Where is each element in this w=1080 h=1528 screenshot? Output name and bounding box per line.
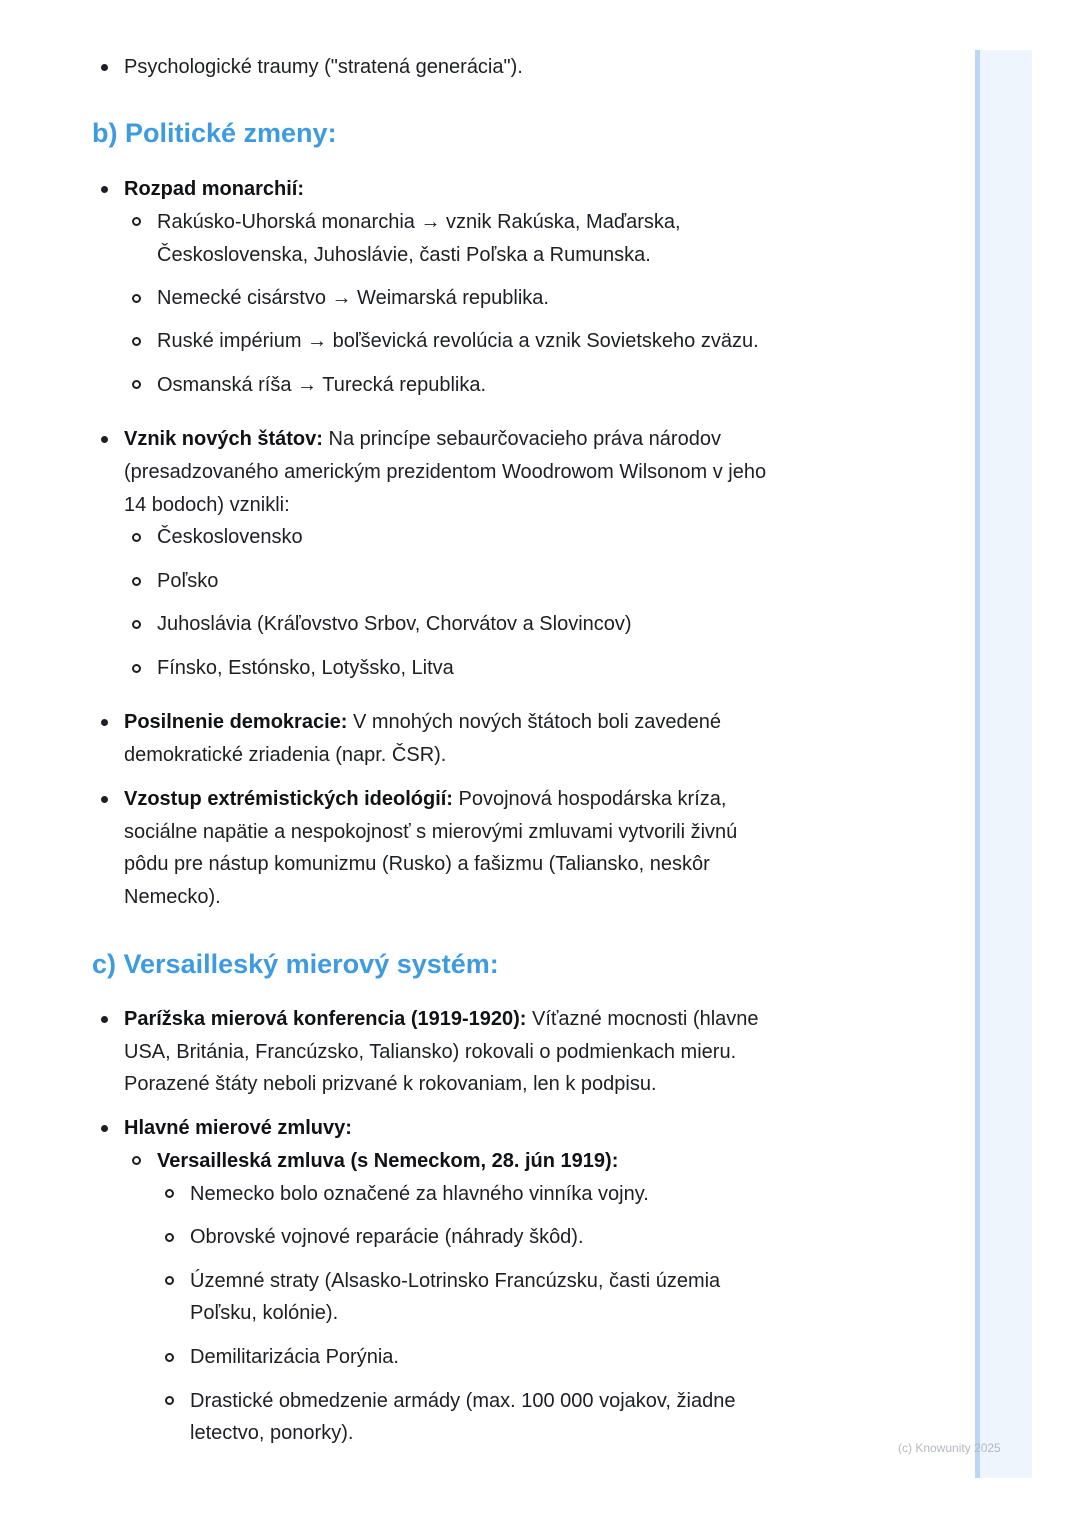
bullet-circle	[132, 620, 141, 629]
extremism-line-4: Nemecko).	[124, 886, 221, 908]
new-states-line-1: Vznik nových štátov: Na princípe sebaurčovacieho práva národov	[124, 428, 721, 450]
bullet-dot	[101, 186, 108, 193]
bullet-circle	[132, 533, 141, 542]
extremism-line-2: sociálne napätie a nespokojnosť s mierovými zmluvami vytvorili živnú	[124, 821, 738, 843]
treaty-term: Nemecko bolo označené za hlavného vinníka vojny.	[190, 1183, 649, 1205]
new-states-line-2: (presadzovaného americkým prezidentom Woodrowom Wilsonom v jeho	[124, 461, 767, 483]
treaty-term: Územné straty (Alsasko-Lotrinsko Francúzsku, časti územia	[190, 1270, 721, 1292]
bullet-dot	[101, 436, 108, 443]
bullet-circle	[132, 337, 141, 346]
bullet-circle	[132, 380, 141, 389]
footer-copyright: (c) Knowunity 2025	[898, 1441, 1001, 1455]
new-state-item: Fínsko, Estónsko, Lotyšsko, Litva	[157, 657, 454, 679]
bullet-circle	[165, 1396, 174, 1405]
bullet-circle	[165, 1353, 174, 1362]
label-main-treaties: Hlavné mierové zmluvy:	[124, 1117, 352, 1139]
new-states-line-3: 14 bodoch) vznikli:	[124, 494, 290, 516]
democracy-line-1: Posilnenie demokracie: V mnohých nových štátoch boli zavedené	[124, 711, 721, 733]
treaty-term-cont: letectvo, ponorky).	[190, 1422, 354, 1444]
conference-line-3: Porazené štáty neboli prizvané k rokovaniam, len k podpisu.	[124, 1073, 657, 1095]
extremism-line-3: pôdu pre nástup komunizmu (Rusko) a fašizmu (Taliansko, neskôr	[124, 853, 710, 875]
bullet-dot	[101, 1125, 108, 1132]
monarchy-item-ottoman: Osmanská ríša → Turecká republika.	[157, 374, 487, 396]
bullet-circle	[132, 577, 141, 586]
heading-political-changes: b) Politické zmeny:	[92, 118, 337, 148]
treaty-term: Obrovské vojnové reparácie (náhrady škôd).	[190, 1226, 584, 1248]
treaty-term: Demilitarizácia Porýnia.	[190, 1346, 399, 1368]
bullet-dot	[101, 719, 108, 726]
monarchy-item-austria: Rakúsko-Uhorská monarchia → vznik Rakúska, Maďarska,	[157, 211, 681, 233]
bullet-circle	[165, 1276, 174, 1285]
conference-line-2: USA, Británia, Francúzsko, Taliansko) rokovali o podmienkach mieru.	[124, 1041, 737, 1063]
label-versailles-treaty: Versailleská zmluva (s Nemeckom, 28. jún 1919):	[157, 1150, 619, 1172]
conference-line-1: Parížska mierová konferencia (1919-1920): Víťazné mocnosti (hlavne	[124, 1008, 759, 1030]
extremism-line-1: Vzostup extrémistických ideológií: Povojnová hospodárska kríza,	[124, 788, 727, 810]
text-trauma: Psychologické traumy ("stratená generácia").	[124, 56, 523, 78]
bullet-circle	[165, 1189, 174, 1198]
treaty-term-cont: Poľsku, kolónie).	[190, 1302, 339, 1324]
label-monarchies: Rozpad monarchií:	[124, 178, 305, 200]
bullet-circle	[132, 1156, 141, 1165]
monarchy-item-germany: Nemecké cisárstvo → Weimarská republika.	[157, 287, 549, 309]
democracy-line-2: demokratické zriadenia (napr. ČSR).	[124, 744, 447, 766]
monarchy-item-russia: Ruské impérium → boľševická revolúcia a vznik Sovietskeho zväzu.	[157, 330, 759, 352]
bullet-circle	[132, 217, 141, 226]
bullet-dot	[101, 64, 108, 71]
monarchy-item-austria-cont: Československa, Juhoslávie, časti Poľska a Rumunska.	[157, 244, 651, 266]
bullet-dot	[101, 1016, 108, 1023]
new-state-item: Československo	[157, 526, 303, 548]
treaty-term: Drastické obmedzenie armády (max. 100 000 vojakov, žiadne	[190, 1390, 736, 1412]
bullet-dot	[101, 796, 108, 803]
new-state-item: Juhoslávia (Kráľovstvo Srbov, Chorvátov a Slovincov)	[157, 613, 632, 635]
bullet-circle	[132, 294, 141, 303]
right-margin-panel	[975, 50, 1032, 1478]
new-state-item: Poľsko	[157, 570, 219, 592]
bullet-circle	[165, 1233, 174, 1242]
heading-versailles-system: c) Versailleský mierový systém:	[92, 949, 499, 979]
bullet-circle	[132, 664, 141, 673]
